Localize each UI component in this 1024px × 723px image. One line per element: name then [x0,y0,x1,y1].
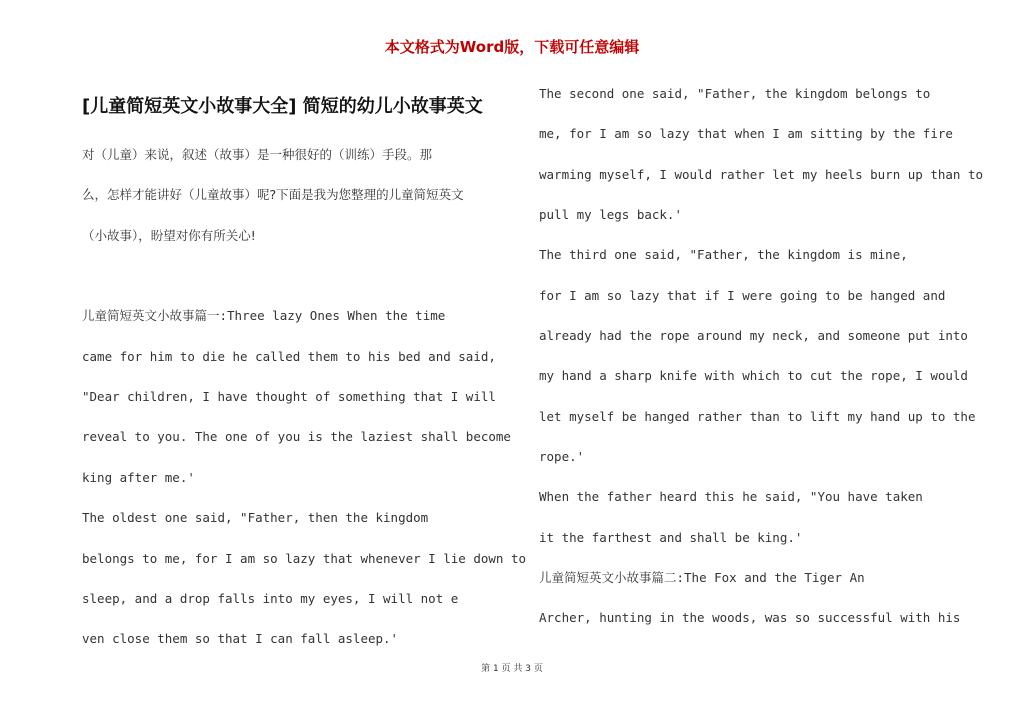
text-line: already had the rope around my neck, and someone put into [539,328,968,343]
text-line: king after me.' [82,470,195,485]
text-line: reveal to you. The one of you is the laziest shall become [82,429,511,444]
text-line: When the father heard this he said, "You have taken [539,489,923,504]
word-format-banner: 本文格式为Word版，下载可任意编辑 [384,38,640,56]
text-line: it the farthest and shall be king.' [539,530,803,545]
text-line: me, for I am so lazy that when I am sitting by the fire [539,126,953,141]
page-title: [儿童简短英文小故事大全] 简短的幼儿小故事英文 [82,96,483,117]
text-line: pull my legs back.' [539,207,682,222]
text-line: came for him to die he called them to his bed and said, [82,349,496,364]
text-line: ven close them so that I can fall asleep.' [82,631,399,646]
text-line: "Dear children, I have thought of something that I will [82,389,496,404]
text-line: belongs to me, for I am so lazy that whenever I lie down to [82,551,527,566]
text-line: rope.' [539,449,585,464]
text-line: Archer, hunting in the woods, was so successful with his [539,610,961,625]
text-line: for I am so lazy that if I were going to be hanged and [539,288,946,303]
text-line: 对（儿童）来说，叙述（故事）是一种很好的（训练）手段。那 [82,147,433,162]
text-line: let myself be hanged rather than to lift my hand up to the [539,409,976,424]
text-line: The oldest one said, "Father, then the kingdom [82,510,429,525]
text-line: The second one said, "Father, the kingdom belongs to [539,86,931,101]
text-line: 儿童简短英文小故事篇二:The Fox and the Tiger An [539,570,865,585]
page-footer: 第 1 页 共 3 页 [481,664,543,674]
text-line: （小故事），盼望对你有所关心! [82,228,256,243]
text-line: The third one said, "Father, the kingdom is mine, [539,247,908,262]
text-line: sleep, and a drop falls into my eyes, I will not e [82,591,459,606]
text-line: my hand a sharp knife with which to cut the rope, I would [539,368,968,383]
text-line: warming myself, I would rather let my heels burn up than to [539,167,984,182]
text-line: 么，怎样才能讲好（儿童故事）呢?下面是我为您整理的儿童简短英文 [82,187,464,202]
text-line: 儿童简短英文小故事篇一:Three lazy Ones When the time [82,308,446,323]
